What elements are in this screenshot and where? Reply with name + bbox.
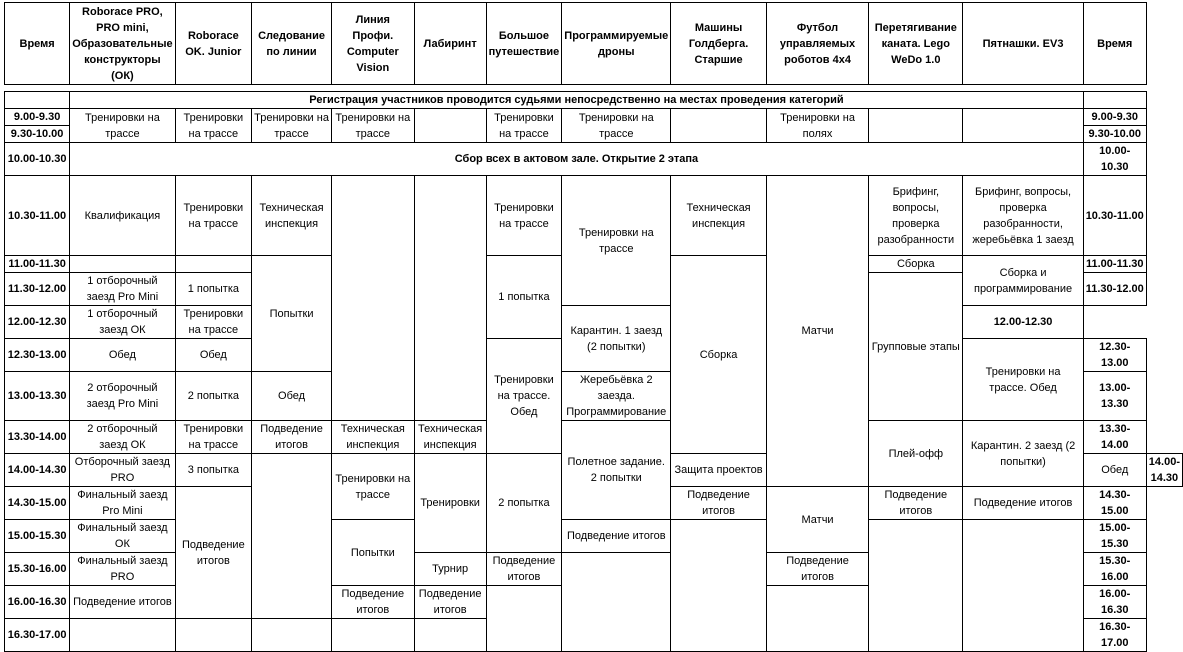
header-goldberg: Машины Голдберга. Старшие: [671, 3, 767, 85]
opening-banner: Сбор всех в актовом зале. Открытие 2 этапа: [70, 143, 1083, 176]
schedule-cell: Тренировки на трассе. Обед: [963, 339, 1083, 421]
empty-cell: [562, 553, 671, 652]
schedule-cell: Тренировки на трассе: [175, 306, 252, 339]
time-label: 16.00-16.30: [5, 586, 70, 619]
schedule-cell: Матчи: [766, 176, 868, 487]
header-time-left: Время: [5, 3, 70, 85]
time-label: 13.00-13.30: [1083, 372, 1146, 421]
time-label: 15.30-16.00: [1083, 553, 1146, 586]
time-label: 9.00-9.30: [5, 109, 70, 126]
spacer-row: [5, 85, 1183, 92]
header-roborace-pro: Roborace PRO, PRO mini, Образовательные конструкторы (ОК): [70, 3, 175, 85]
schedule-sheet: [4, 2, 1183, 652]
header-roborace-junior: Roborace OK. Junior: [175, 3, 252, 85]
empty-cell: [70, 256, 175, 273]
spacer: [5, 85, 1147, 92]
header-big-journey: Большое путешествие: [486, 3, 562, 85]
schedule-cell: Тренировки на трассе: [252, 109, 332, 143]
time-label: 12.30-13.00: [1083, 339, 1146, 372]
empty-cell: [963, 520, 1083, 652]
schedule-cell: Брифинг, вопросы, проверка разобранности, жеребьёвка 1 заезд: [963, 176, 1083, 256]
schedule-cell: Обед: [70, 339, 175, 372]
schedule-cell: Карантин. 2 заезд (2 попытки): [963, 421, 1083, 487]
schedule-cell: Подведение итогов: [766, 553, 868, 586]
empty-cell: [331, 619, 414, 652]
schedule-cell: Сборка: [869, 256, 963, 273]
schedule-cell: 2 отборочный заезд ОК: [70, 421, 175, 454]
schedule-cell: Подведение итогов: [70, 586, 175, 619]
schedule-cell: Сборка: [671, 256, 767, 454]
header-maze: Лабиринт: [414, 3, 486, 85]
schedule-cell: Техническая инспекция: [331, 421, 414, 454]
empty-cell: [671, 520, 767, 652]
time-label: 15.00-15.30: [1083, 520, 1146, 553]
schedule-cell: Тренировки на трассе: [175, 109, 252, 143]
schedule-cell: 1 попытка: [486, 256, 562, 339]
empty-cell: [766, 586, 868, 652]
time-label: 13.30-14.00: [1083, 421, 1146, 454]
schedule-cell: Попытки: [252, 256, 332, 372]
schedule-cell: Подведение итогов: [671, 487, 767, 520]
schedule-cell: Техническая инспекция: [671, 176, 767, 256]
schedule-cell: 1 отборочный заезд ОК: [70, 306, 175, 339]
schedule-cell: Жеребьёвка 2 заезда. Программирование: [562, 372, 671, 421]
schedule-cell: Тренировки на трассе: [331, 109, 414, 143]
header-row: [5, 3, 1183, 85]
schedule-cell: Карантин. 1 заезд (2 попытки): [562, 306, 671, 372]
schedule-cell: Подведение итогов: [869, 487, 963, 520]
time-label: 10.30-11.00: [5, 176, 70, 256]
schedule-cell: Попытки: [331, 520, 414, 586]
schedule-cell: Турнир: [414, 553, 486, 586]
time-label: 9.00-9.30: [1083, 109, 1146, 126]
schedule-cell: Техническая инспекция: [252, 176, 332, 256]
schedule-cell: Тренировки на трассе: [562, 176, 671, 306]
empty-cell: [252, 619, 332, 652]
schedule-cell: Квалификация: [70, 176, 175, 256]
time-label: 11.00-11.30: [5, 256, 70, 273]
schedule-cell: Тренировки на трассе: [486, 176, 562, 256]
schedule-cell: 3 попытка: [175, 454, 252, 487]
banner-blank-left: [5, 92, 70, 109]
time-label: 11.00-11.30: [1083, 256, 1146, 273]
schedule-cell: Обед: [175, 339, 252, 372]
schedule-cell: Тренировки на трассе: [331, 454, 414, 520]
empty-cell: [175, 619, 252, 652]
row-1200: [5, 306, 1183, 339]
schedule-cell: Тренировки на трассе. Обед: [486, 339, 562, 454]
schedule-cell: Техническая инспекция: [414, 421, 486, 454]
schedule-cell: Тренировки: [414, 454, 486, 553]
schedule-cell: Подведение итогов: [486, 553, 562, 586]
schedule-cell: Финальный заезд Pro Mini: [70, 487, 175, 520]
schedule-table: [4, 2, 1183, 652]
time-label: 13.30-14.00: [5, 421, 70, 454]
time-label: 14.00-14.30: [5, 454, 70, 487]
registration-banner: Регистрация участников проводится судьями непосредственно на местах проведения категорий: [70, 92, 1083, 109]
schedule-cell: 2 попытка: [175, 372, 252, 421]
time-label: 12.00-12.30: [5, 306, 70, 339]
header-fifteen-ev3: Пятнашки. EV3: [963, 3, 1083, 85]
schedule-cell: Матчи: [766, 487, 868, 553]
row-1330: [5, 421, 1183, 454]
header-time-right: Время: [1083, 3, 1146, 85]
empty-cell: [414, 176, 486, 421]
empty-cell: [175, 256, 252, 273]
schedule-cell: Тренировки на трассе: [562, 109, 671, 143]
empty-cell: [963, 109, 1083, 143]
time-label: 14.30-15.00: [1083, 487, 1146, 520]
schedule-cell: Защита проектов: [671, 454, 767, 487]
time-label: 11.30-12.00: [5, 273, 70, 306]
schedule-cell: 2 отборочный заезд Pro Mini: [70, 372, 175, 421]
time-label: 14.30-15.00: [5, 487, 70, 520]
time-label: 9.30-10.00: [1083, 126, 1146, 143]
schedule-cell: Брифинг, вопросы, проверка разобранности: [869, 176, 963, 256]
time-label: 12.00-12.30: [963, 306, 1083, 339]
header-tug-of-war: Перетягивание каната. Lego WeDo 1.0: [869, 3, 963, 85]
schedule-cell: Подведение итогов: [963, 487, 1083, 520]
schedule-cell: Полетное задание. 2 попытки: [562, 421, 671, 520]
schedule-cell: Финальный заезд ОК: [70, 520, 175, 553]
schedule-cell: Сборка и программирование: [963, 256, 1083, 306]
row-0900: [5, 109, 1183, 126]
time-label: 9.30-10.00: [5, 126, 70, 143]
schedule-cell: 1 попытка: [175, 273, 252, 306]
time-label: 14.00-14.30: [1146, 454, 1182, 487]
time-label: 16.30-17.00: [5, 619, 70, 652]
empty-cell: [252, 454, 332, 619]
schedule-cell: Тренировки на трассе: [175, 421, 252, 454]
empty-cell: [869, 109, 963, 143]
empty-cell: [486, 586, 562, 652]
row-1000: [5, 143, 1183, 176]
time-label: 15.00-15.30: [5, 520, 70, 553]
schedule-cell: Подведение итогов: [175, 487, 252, 619]
schedule-cell: Обед: [1083, 454, 1146, 487]
schedule-cell: Подведение итогов: [331, 586, 414, 619]
schedule-cell: Тренировки на полях: [766, 109, 868, 143]
schedule-cell: Групповые этапы: [869, 273, 963, 421]
header-football: Футбол управляемых роботов 4x4: [766, 3, 868, 85]
time-label: 10.00-10.30: [5, 143, 70, 176]
schedule-cell: Тренировки на трассе: [486, 109, 562, 143]
empty-cell: [869, 520, 963, 652]
header-line-profi: Линия Профи. Computer Vision: [331, 3, 414, 85]
empty-cell: [414, 619, 486, 652]
time-label: 16.00-16.30: [1083, 586, 1146, 619]
schedule-cell: Отборочный заезд PRO: [70, 454, 175, 487]
time-label: 11.30-12.00: [1083, 273, 1146, 306]
empty-cell: [331, 176, 414, 421]
schedule-cell: Подведение итогов: [562, 520, 671, 553]
schedule-cell: 2 попытка: [486, 454, 562, 553]
schedule-cell: Подведение итогов: [252, 421, 332, 454]
empty-cell: [414, 109, 486, 143]
time-label: 12.30-13.00: [5, 339, 70, 372]
time-label: 15.30-16.00: [5, 553, 70, 586]
schedule-cell: Подведение итогов: [414, 586, 486, 619]
schedule-cell: Тренировки на трассе: [175, 176, 252, 256]
time-label: 13.00-13.30: [5, 372, 70, 421]
time-label: 10.30-11.00: [1083, 176, 1146, 256]
empty-cell: [70, 619, 175, 652]
schedule-cell: Финальный заезд PRO: [70, 553, 175, 586]
schedule-cell: Тренировки на трассе: [70, 109, 175, 143]
banner-blank-right: [1083, 92, 1146, 109]
time-label: 10.00-10.30: [1083, 143, 1146, 176]
schedule-cell: Обед: [252, 372, 332, 421]
schedule-cell: Плей-офф: [869, 421, 963, 487]
banner-row: [5, 92, 1183, 109]
row-1030: [5, 176, 1183, 256]
header-drones: Программируемые дроны: [562, 3, 671, 85]
empty-cell: [671, 109, 767, 143]
header-line-following: Следование по линии: [252, 3, 332, 85]
schedule-cell: 1 отборочный заезд Pro Mini: [70, 273, 175, 306]
time-label: 16.30-17.00: [1083, 619, 1146, 652]
